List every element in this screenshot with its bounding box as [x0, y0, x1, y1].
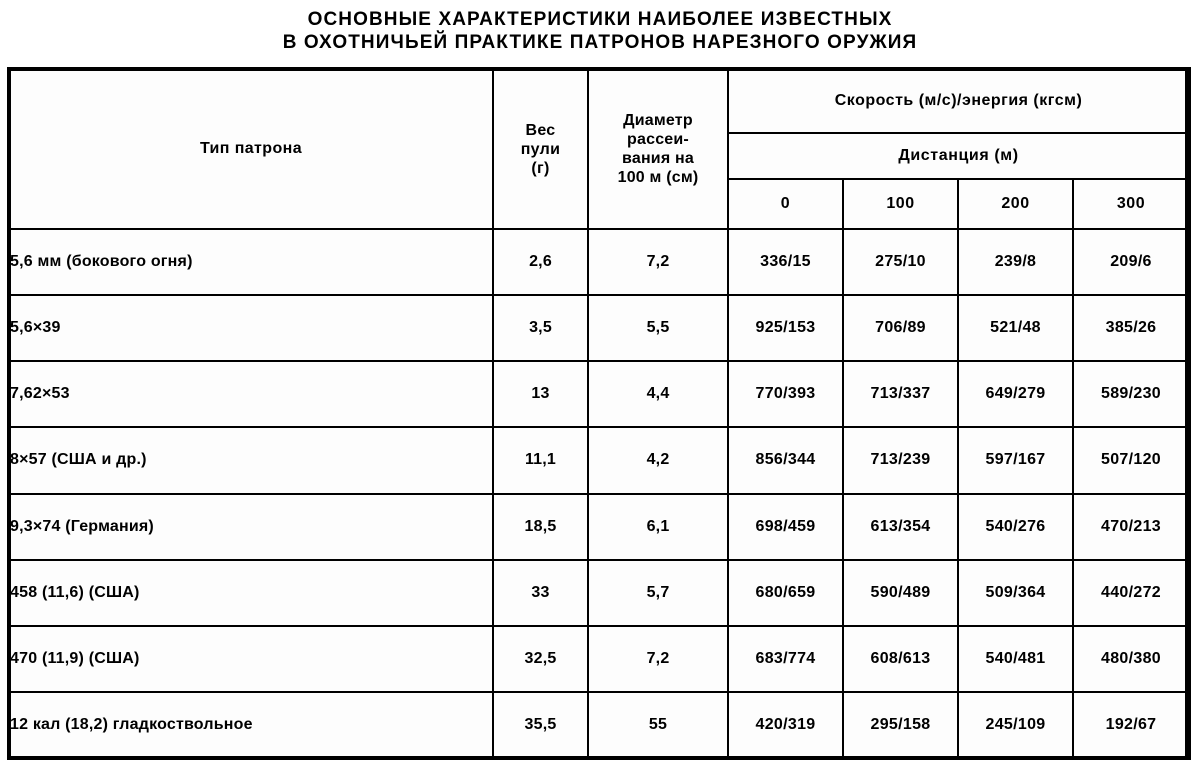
column-header-distance-100: 100 [843, 179, 958, 229]
cell-bullet-weight: 2,6 [493, 229, 588, 295]
table-body [9, 229, 1189, 758]
table-row [9, 361, 1189, 427]
cell-cartridge-type: 5,6×39 [9, 295, 493, 361]
column-header-distance-300: 300 [1073, 179, 1189, 229]
cell-cartridge-type: 8×57 (США и др.) [9, 427, 493, 493]
cell-speed-energy-100m: 706/89 [843, 295, 958, 361]
cell-speed-energy-300m: 440/272 [1073, 560, 1189, 626]
cell-speed-energy-300m: 385/26 [1073, 295, 1189, 361]
cell-cartridge-type: 7,62×53 [9, 361, 493, 427]
cell-speed-energy-0m: 698/459 [728, 494, 843, 560]
cell-speed-energy-100m: 608/613 [843, 626, 958, 692]
cell-speed-energy-200m: 245/109 [958, 692, 1073, 758]
dispersion-line-4: 100 м (см) [617, 169, 699, 186]
table-row [9, 494, 1189, 560]
cell-bullet-weight: 33 [493, 560, 588, 626]
table-header [9, 69, 1189, 229]
header-row-1 [9, 69, 1189, 133]
table-row [9, 427, 1189, 493]
cell-speed-energy-200m: 597/167 [958, 427, 1073, 493]
specs-table-container [8, 68, 1188, 759]
cell-bullet-weight: 13 [493, 361, 588, 427]
cell-dispersion: 7,2 [588, 626, 728, 692]
cell-bullet-weight: 32,5 [493, 626, 588, 692]
table-row [9, 692, 1189, 758]
cell-speed-energy-300m: 209/6 [1073, 229, 1189, 295]
cell-bullet-weight: 11,1 [493, 427, 588, 493]
cell-bullet-weight: 35,5 [493, 692, 588, 758]
table-row [9, 229, 1189, 295]
column-header-cartridge-type: Тип патрона [9, 69, 493, 229]
dispersion-line-3: вания на [622, 150, 694, 167]
bullet-weight-line-3: (г) [531, 159, 550, 177]
column-header-bullet-weight [493, 69, 588, 229]
bullet-weight-line-2: пули [520, 140, 561, 158]
column-header-dispersion-diameter [588, 69, 728, 229]
cell-speed-energy-200m: 521/48 [958, 295, 1073, 361]
cell-speed-energy-0m: 420/319 [728, 692, 843, 758]
cell-speed-energy-200m: 509/364 [958, 560, 1073, 626]
cell-dispersion: 7,2 [588, 229, 728, 295]
table-row [9, 626, 1189, 692]
cell-cartridge-type: 12 кал (18,2) гладкоствольное [9, 692, 493, 758]
table-row [9, 295, 1189, 361]
cell-speed-energy-100m: 713/337 [843, 361, 958, 427]
dispersion-line-2: рассеи- [627, 131, 689, 148]
cell-bullet-weight: 3,5 [493, 295, 588, 361]
page-title-line-1: ОСНОВНЫЕ ХАРАКТЕРИСТИКИ НАИБОЛЕЕ ИЗВЕСТНЫХ [307, 9, 893, 30]
cell-bullet-weight: 18,5 [493, 494, 588, 560]
cell-cartridge-type: 458 (11,6) (США) [9, 560, 493, 626]
cell-dispersion: 4,2 [588, 427, 728, 493]
cell-speed-energy-0m: 856/344 [728, 427, 843, 493]
cell-dispersion: 55 [588, 692, 728, 758]
cell-speed-energy-0m: 680/659 [728, 560, 843, 626]
cell-speed-energy-0m: 683/774 [728, 626, 843, 692]
cell-speed-energy-200m: 540/481 [958, 626, 1073, 692]
cell-speed-energy-100m: 295/158 [843, 692, 958, 758]
cell-speed-energy-100m: 590/489 [843, 560, 958, 626]
cell-cartridge-type: 470 (11,9) (США) [9, 626, 493, 692]
cell-cartridge-type: 9,3×74 (Германия) [9, 494, 493, 560]
cell-dispersion: 5,5 [588, 295, 728, 361]
cell-speed-energy-100m: 713/239 [843, 427, 958, 493]
cell-cartridge-type: 5,6 мм (бокового огня) [9, 229, 493, 295]
cell-speed-energy-300m: 589/230 [1073, 361, 1189, 427]
cell-speed-energy-100m: 613/354 [843, 494, 958, 560]
cell-speed-energy-200m: 239/8 [958, 229, 1073, 295]
page-title [0, 8, 1200, 54]
cell-dispersion: 5,7 [588, 560, 728, 626]
cell-speed-energy-100m: 275/10 [843, 229, 958, 295]
cell-speed-energy-0m: 336/15 [728, 229, 843, 295]
column-header-distance-200: 200 [958, 179, 1073, 229]
cell-speed-energy-200m: 649/279 [958, 361, 1073, 427]
table-row [9, 560, 1189, 626]
cell-speed-energy-300m: 470/213 [1073, 494, 1189, 560]
cell-speed-energy-0m: 925/153 [728, 295, 843, 361]
cell-speed-energy-300m: 507/120 [1073, 427, 1189, 493]
page-title-line-2: В ОХОТНИЧЬЕЙ ПРАКТИКЕ ПАТРОНОВ НАРЕЗНОГО ОРУЖИЯ [282, 32, 918, 53]
column-header-distance: Дистанция (м) [728, 133, 1189, 179]
cell-dispersion: 6,1 [588, 494, 728, 560]
column-header-speed-energy: Скорость (м/с)/энергия (кгсм) [728, 69, 1189, 133]
cartridge-specs-table [8, 68, 1190, 759]
cell-speed-energy-200m: 540/276 [958, 494, 1073, 560]
column-header-distance-0: 0 [728, 179, 843, 229]
cell-speed-energy-0m: 770/393 [728, 361, 843, 427]
cell-dispersion: 4,4 [588, 361, 728, 427]
dispersion-line-1: Диаметр [623, 112, 693, 129]
cell-speed-energy-300m: 192/67 [1073, 692, 1189, 758]
cell-speed-energy-300m: 480/380 [1073, 626, 1189, 692]
bullet-weight-line-1: Вес [525, 121, 556, 139]
